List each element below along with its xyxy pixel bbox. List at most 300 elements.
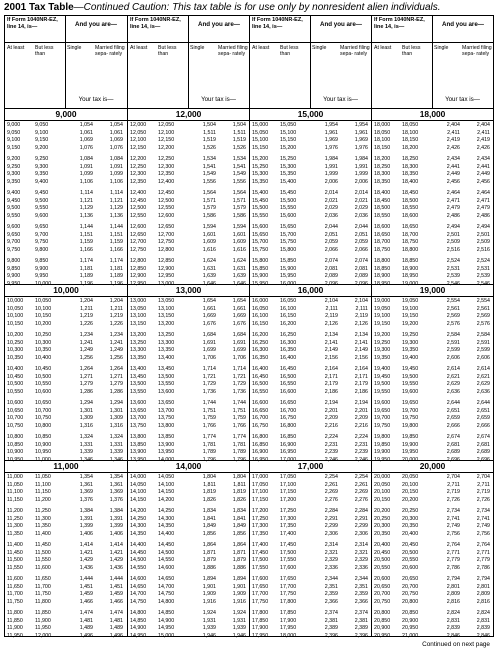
table-row (252, 599, 369, 607)
but-less-cell: 13,500 (158, 373, 175, 380)
table-row (130, 306, 247, 314)
but-less-cell: 14,350 (158, 523, 175, 529)
single-tax-cell: 2,141 (324, 339, 338, 346)
but-less-cell: 18,150 (402, 137, 419, 143)
table-row (7, 164, 125, 172)
single-tax-cell: 2,089 (324, 273, 338, 279)
married-tax-cell: 2,644 (476, 400, 490, 406)
at-least-cell: 14,700 (130, 591, 147, 597)
but-less-cell: 19,300 (402, 339, 419, 346)
table-row (130, 482, 247, 490)
but-less-cell: 12,950 (158, 273, 175, 279)
table-row (7, 247, 125, 255)
but-less-cell: 17,000 (280, 456, 297, 463)
but-less-cell: 12,600 (158, 212, 175, 219)
but-less-cell: 10,050 (35, 298, 52, 304)
single-tax-cell: 1,376 (79, 496, 93, 503)
at-least-cell: 17,200 (252, 508, 269, 514)
at-least-cell: 19,500 (374, 381, 391, 387)
single-tax-cell: 1,774 (202, 434, 216, 440)
table-row (252, 273, 369, 281)
married-tax-cell: 1,774 (232, 434, 246, 440)
married-tax-cell: 1,174 (109, 258, 123, 264)
but-less-cell: 18,600 (402, 212, 419, 219)
at-least-cell: 15,950 (252, 280, 269, 287)
single-tax-cell: 2,261 (324, 481, 338, 488)
at-least-cell: 16,150 (252, 320, 269, 327)
table-row (374, 273, 491, 281)
at-least-cell: 18,000 (374, 122, 391, 128)
but-less-cell: 16,350 (280, 347, 297, 353)
at-least-cell: 13,650 (130, 407, 147, 414)
but-less-cell: 10,800 (35, 422, 52, 429)
married-tax-cell: 2,524 (476, 258, 490, 264)
married-tax-cell: 1,406 (109, 530, 123, 537)
but-less-cell: 14,200 (158, 496, 175, 503)
single-tax-cell: 2,599 (446, 347, 460, 353)
table-row (374, 239, 491, 247)
table-row (252, 576, 369, 584)
married-tax-cell: 2,614 (476, 366, 490, 372)
married-tax-cell: 1,496 (109, 632, 123, 639)
married-tax-cell: 1,639 (232, 273, 246, 279)
single-tax-cell: 2,321 (324, 549, 338, 556)
table-row (374, 313, 491, 321)
at-least-cell: 19,400 (374, 366, 391, 372)
table-row (374, 340, 491, 348)
at-least-cell: 16,200 (252, 332, 269, 338)
but-less-cell: 11,550 (35, 557, 51, 563)
married-tax-cell: 1,414 (109, 542, 123, 548)
single-tax-cell: 1,654 (202, 298, 216, 304)
at-least-cell: 18,550 (374, 212, 391, 219)
but-less-cell: 11,950 (35, 625, 51, 631)
married-tax-cell: 1,894 (232, 576, 246, 582)
but-less-cell: 14,550 (158, 557, 175, 563)
but-less-cell: 13,050 (158, 298, 175, 304)
single-tax-cell: 2,636 (446, 388, 460, 395)
but-less-cell: 16,150 (280, 313, 297, 319)
but-less-cell: 13,350 (158, 347, 175, 353)
married-tax-cell: 2,254 (354, 474, 368, 480)
table-row (374, 423, 491, 431)
table-row (7, 625, 125, 633)
married-tax-cell: 2,246 (354, 456, 368, 463)
at-least-cell: 12,450 (130, 197, 147, 204)
at-least-cell: 16,300 (252, 347, 269, 353)
married-tax-cell: 1,601 (232, 231, 246, 238)
single-tax-cell: 2,134 (324, 332, 338, 338)
header-divider (310, 16, 311, 108)
single-tax-cell: 1,721 (202, 373, 216, 380)
married-tax-cell: 1,624 (232, 258, 246, 264)
but-less-cell: 20,400 (402, 530, 419, 537)
at-least-cell: 13,900 (130, 449, 147, 455)
at-least-cell: 14,850 (130, 617, 147, 624)
if-form-label: If Form 1040NR-EZ, line 14, is— (252, 17, 303, 30)
column-header (372, 16, 493, 109)
table-row (130, 576, 247, 584)
but-less-cell: 11,650 (35, 576, 51, 582)
table-row (374, 266, 491, 274)
married-tax-cell: 2,696 (476, 456, 490, 463)
married-tax-cell: 1,166 (109, 246, 123, 253)
single-tax-cell: 1,946 (202, 632, 216, 639)
married-tax-cell: 2,846 (476, 632, 490, 639)
single-tax-cell: 1,091 (79, 163, 93, 170)
single-tax-cell: 2,111 (325, 305, 338, 312)
single-tax-cell: 1,811 (203, 481, 216, 488)
single-tax-cell: 1,504 (202, 122, 216, 128)
table-row (374, 137, 491, 145)
married-tax-cell: 1,519 (232, 137, 246, 143)
single-tax-cell: 2,651 (446, 407, 460, 414)
but-less-cell: 17,600 (280, 564, 297, 571)
table-row (130, 122, 247, 130)
table-row (252, 366, 369, 374)
but-less-cell: 16,200 (280, 320, 297, 327)
single-tax-cell: 2,689 (446, 449, 460, 455)
married-tax-cell: 2,546 (476, 280, 490, 287)
single-tax-cell: 1,316 (79, 422, 93, 429)
at-least-label: At least (130, 45, 148, 51)
table-row (252, 156, 369, 164)
at-least-cell: 20,550 (374, 564, 391, 571)
single-tax-cell: 1,459 (79, 591, 93, 597)
if-form-label: If Form 1040NR-EZ, line 14, is— (374, 17, 425, 30)
income-block (250, 284, 371, 461)
single-tax-cell: 1,549 (202, 171, 216, 177)
but-less-cell: 9,700 (35, 231, 49, 238)
but-less-cell: 11,850 (35, 610, 51, 616)
single-tax-cell: 1,796 (202, 456, 216, 463)
single-tax-cell: 2,381 (324, 617, 338, 624)
married-tax-cell: 1,691 (232, 339, 246, 346)
income-block (250, 460, 371, 639)
single-tax-cell: 2,291 (324, 515, 338, 522)
table-row (130, 145, 247, 153)
married-tax-cell: 2,164 (354, 366, 368, 372)
single-tax-cell: 2,801 (446, 583, 460, 590)
but-less-cell: 11,800 (35, 598, 51, 605)
but-less-cell: 20,650 (402, 576, 419, 582)
single-tax-cell: 1,841 (202, 515, 216, 522)
but-less-cell: 18,700 (402, 231, 419, 238)
married-tax-cell: 2,404 (476, 122, 490, 128)
married-tax-cell: 1,556 (232, 178, 246, 185)
at-least-cell: 20,950 (374, 632, 391, 639)
but-less-cell: 14,850 (158, 610, 175, 616)
married-tax-cell: 1,294 (109, 400, 123, 406)
table-row (252, 306, 369, 314)
but-less-cell: 18,200 (402, 144, 419, 151)
table-row (374, 347, 491, 355)
single-tax-cell: 2,254 (324, 474, 338, 480)
married-tax-cell: 1,234 (109, 332, 123, 338)
but-less-cell: 15,650 (280, 224, 297, 230)
married-tax-cell: 2,584 (476, 332, 490, 338)
but-less-cell: 14,750 (158, 591, 175, 597)
table-row (252, 474, 369, 482)
at-least-cell: 9,250 (7, 163, 21, 170)
at-least-cell: 12,600 (130, 224, 147, 230)
married-tax-cell: 2,771 (476, 549, 490, 556)
single-tax-cell: 2,329 (324, 557, 338, 563)
column-header (5, 16, 127, 109)
single-tax-cell: 1,219 (79, 313, 93, 319)
but-less-cell: 13,900 (158, 441, 175, 448)
married-tax-cell: 1,856 (232, 530, 246, 537)
table-row (374, 179, 491, 187)
single-tax-cell: 2,209 (324, 415, 338, 421)
at-least-cell: 13,100 (130, 313, 147, 319)
table-row (130, 130, 247, 138)
married-tax-cell: 2,096 (354, 280, 368, 287)
at-least-cell: 18,200 (374, 156, 391, 162)
table-row (252, 239, 369, 247)
but-less-cell: 19,750 (402, 415, 419, 421)
at-least-cell: 19,850 (374, 441, 391, 448)
but-less-cell: 19,550 (402, 381, 419, 387)
table-row (130, 247, 247, 255)
married-tax-cell: 2,681 (476, 441, 490, 448)
single-tax-cell: 2,614 (446, 366, 460, 372)
table-row (7, 434, 125, 442)
at-least-cell: 10,950 (7, 456, 24, 463)
your-tax-label: Your tax is— (78, 96, 114, 103)
table-row (252, 449, 369, 457)
single-tax-cell: 1,174 (79, 258, 93, 264)
married-tax-cell: 2,239 (354, 449, 368, 455)
table-row (7, 171, 125, 179)
married-tax-cell: 1,151 (109, 231, 123, 238)
married-tax-cell: 1,114 (110, 190, 123, 196)
table-row (130, 449, 247, 457)
table-row (252, 542, 369, 550)
single-tax-cell: 2,276 (324, 496, 338, 503)
but-less-cell: 12,900 (158, 265, 175, 272)
but-less-cell: 15,700 (280, 231, 297, 238)
married-tax-cell: 1,444 (109, 576, 123, 582)
single-tax-cell: 2,246 (324, 456, 338, 463)
but-less-cell: 14,100 (158, 481, 175, 488)
single-tax-cell: 1,256 (79, 354, 93, 361)
single-tax-cell: 1,136 (79, 212, 93, 219)
at-least-cell: 18,500 (374, 205, 391, 211)
at-least-cell: 17,900 (252, 625, 269, 631)
married-label: Married filing sepa- rately (95, 45, 125, 57)
table-row (130, 313, 247, 321)
married-tax-cell: 2,561 (476, 305, 490, 312)
table-row (7, 576, 125, 584)
married-tax-cell: 2,216 (354, 422, 368, 429)
single-tax-cell: 2,719 (446, 489, 460, 495)
at-least-cell: 14,800 (130, 610, 147, 616)
title-continued: —Continued (73, 2, 130, 13)
but-less-cell: 9,850 (35, 258, 49, 264)
but-less-cell: 18,100 (402, 129, 419, 136)
at-least-cell: 19,450 (374, 373, 391, 380)
table-row (374, 400, 491, 408)
table-row (252, 232, 369, 240)
your-tax-label: Your tax is— (445, 96, 480, 103)
single-tax-cell: 1,661 (202, 305, 216, 312)
single-tax-cell: 2,426 (446, 144, 460, 151)
at-least-cell: 9,900 (7, 273, 21, 279)
married-tax-cell: 1,091 (109, 163, 123, 170)
but-less-cell: 18,350 (402, 171, 419, 177)
married-tax-cell: 2,621 (476, 373, 490, 380)
table-row (130, 531, 247, 539)
married-tax-cell: 1,339 (109, 449, 123, 455)
at-least-cell: 9,600 (7, 224, 21, 230)
married-tax-cell: 2,441 (476, 163, 490, 170)
at-least-cell: 13,700 (130, 415, 147, 421)
at-least-cell: 19,900 (374, 449, 391, 455)
single-tax-cell: 1,624 (202, 258, 216, 264)
but-less-cell: 19,000 (402, 280, 419, 287)
table-row (130, 137, 247, 145)
married-tax-cell: 2,209 (354, 415, 368, 421)
married-tax-cell: 1,204 (109, 298, 123, 304)
married-tax-cell: 1,084 (109, 156, 123, 162)
single-tax-cell: 1,894 (202, 576, 216, 582)
but-less-cell: 11,750 (35, 591, 51, 597)
at-least-cell: 18,650 (374, 231, 391, 238)
single-tax-cell: 1,631 (202, 265, 216, 272)
income-block (250, 108, 371, 285)
at-least-cell: 12,200 (130, 156, 147, 162)
single-tax-cell: 1,264 (79, 366, 93, 372)
married-tax-cell: 2,081 (354, 265, 368, 272)
single-tax-cell: 2,306 (324, 530, 338, 537)
married-tax-cell: 2,171 (354, 373, 368, 380)
single-tax-cell: 2,231 (324, 441, 338, 448)
but-less-cell: 15,350 (280, 171, 297, 177)
single-tax-cell: 1,144 (79, 224, 93, 230)
married-tax-cell: 1,256 (109, 354, 123, 361)
single-tax-cell: 1,556 (202, 178, 216, 185)
married-tax-cell: 2,389 (354, 625, 368, 631)
your-tax-label: Your tax is— (201, 96, 236, 103)
married-tax-cell: 2,104 (354, 298, 368, 304)
at-least-cell: 11,400 (7, 542, 23, 548)
but-less-cell: 11,050 (35, 474, 51, 480)
married-tax-cell: 1,481 (109, 617, 123, 624)
at-least-cell: 18,950 (374, 280, 391, 287)
income-block (128, 108, 249, 285)
single-tax-cell: 2,201 (324, 407, 338, 414)
at-least-cell: 15,550 (252, 212, 269, 219)
your-tax-label: Your tax is— (323, 96, 358, 103)
table-row (7, 347, 125, 355)
married-tax-cell: 1,106 (109, 178, 123, 185)
single-tax-cell: 1,399 (79, 523, 93, 529)
at-least-label: At least (374, 45, 392, 51)
table-row (374, 508, 491, 516)
single-tax-cell: 2,269 (324, 489, 338, 495)
table-row (252, 516, 369, 524)
married-tax-cell: 1,061 (109, 129, 123, 136)
page-title (4, 2, 441, 13)
table-row (374, 542, 491, 550)
table-row (374, 633, 491, 641)
but-less-cell: 12,700 (158, 231, 175, 238)
at-least-cell: 17,350 (252, 530, 269, 537)
but-less-cell: 16,100 (280, 305, 297, 312)
block-heading: 18,000 (372, 108, 493, 121)
but-less-cell: 19,700 (402, 407, 419, 414)
but-less-cell: 18,500 (402, 197, 419, 204)
table-row (252, 389, 369, 397)
at-least-cell: 13,750 (130, 422, 147, 429)
married-tax-cell: 2,824 (476, 610, 490, 616)
but-less-cell: 13,150 (158, 313, 175, 319)
at-least-cell: 14,000 (130, 474, 147, 480)
table-row (374, 156, 491, 164)
married-tax-cell: 1,286 (109, 388, 123, 395)
single-tax-cell: 1,241 (79, 339, 93, 346)
at-least-cell: 12,400 (130, 190, 147, 196)
but-less-cell: 16,450 (280, 366, 297, 372)
table-row (130, 366, 247, 374)
at-least-cell: 20,800 (374, 610, 391, 616)
but-less-cell: 16,950 (280, 449, 297, 455)
single-tax-cell: 2,546 (446, 280, 460, 287)
married-tax-cell: 1,421 (109, 549, 123, 556)
and-you-are-label: And you are— (75, 21, 117, 28)
table-row (374, 381, 491, 389)
at-least-cell: 16,700 (252, 415, 269, 421)
but-less-cell: 11,300 (35, 515, 51, 522)
single-tax-cell: 1,286 (79, 388, 93, 395)
table-row (7, 497, 125, 505)
married-tax-cell: 2,419 (476, 137, 490, 143)
single-tax-cell: 2,531 (446, 265, 460, 272)
at-least-cell: 14,350 (130, 530, 147, 537)
married-tax-cell: 1,834 (232, 508, 246, 514)
married-tax-cell: 2,426 (476, 144, 490, 151)
but-less-cell: 15,900 (280, 265, 297, 272)
married-tax-cell: 2,344 (354, 576, 368, 582)
but-less-cell: 12,550 (158, 205, 175, 211)
married-tax-cell: 2,599 (476, 347, 490, 353)
table-row (252, 423, 369, 431)
at-least-cell: 10,650 (7, 407, 24, 414)
at-least-cell: 11,050 (7, 481, 23, 488)
married-tax-cell: 1,279 (109, 381, 123, 387)
married-tax-cell: 2,149 (354, 347, 368, 353)
married-tax-cell: 2,186 (354, 388, 368, 395)
table-row (130, 389, 247, 397)
table-row (374, 130, 491, 138)
married-tax-cell: 2,179 (354, 381, 368, 387)
block-heading: 20,000 (372, 460, 493, 473)
table-row (252, 565, 369, 573)
married-tax-cell: 1,646 (232, 280, 246, 287)
but-less-cell: 14,400 (158, 530, 175, 537)
single-tax-cell: 1,534 (202, 156, 216, 162)
table-row (7, 145, 125, 153)
married-tax-cell: 2,801 (476, 583, 490, 590)
but-less-cell: 16,900 (280, 441, 297, 448)
married-tax-cell: 2,726 (476, 496, 490, 503)
married-tax-cell: 1,811 (233, 481, 246, 488)
single-tax-cell: 1,699 (202, 347, 216, 353)
married-tax-cell: 1,121 (109, 197, 123, 204)
table-row (130, 625, 247, 633)
at-least-cell: 10,200 (7, 332, 24, 338)
